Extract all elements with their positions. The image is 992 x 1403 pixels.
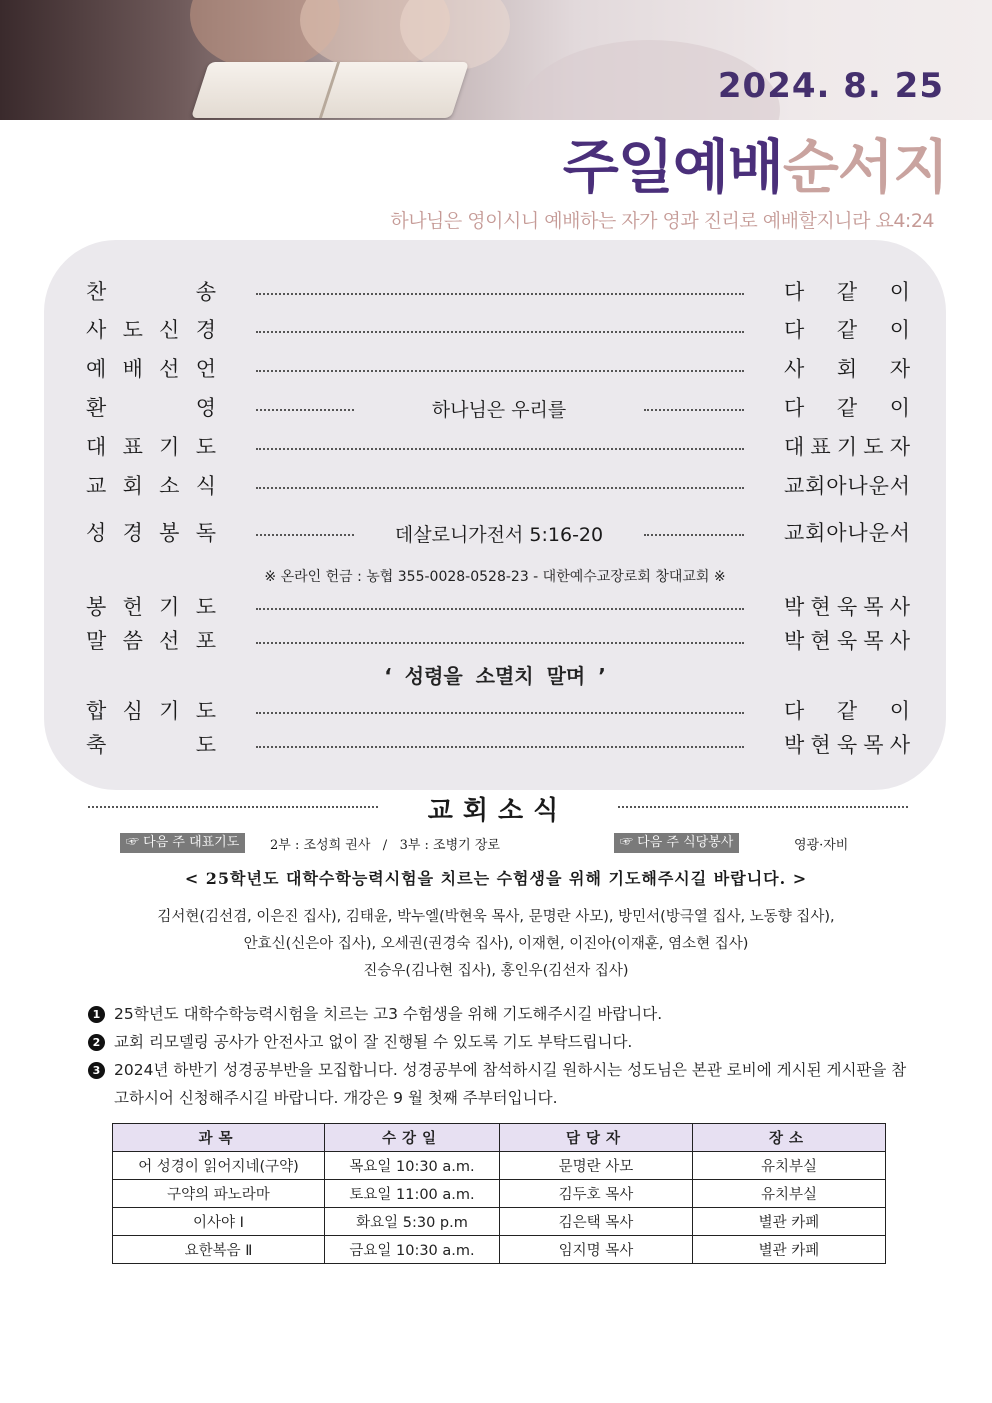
leader-char: 사 xyxy=(784,357,805,381)
title-part-worship: 주일예배 xyxy=(562,133,783,201)
table-cell: 구약의 파노라마 xyxy=(113,1180,325,1208)
label-char: 씀 xyxy=(122,629,143,653)
next-meal-text: 영광·자비 xyxy=(794,838,849,853)
label-char: 도 xyxy=(195,435,216,459)
number-badge-icon: 3 xyxy=(88,1062,105,1079)
service-date: 2024. 8. 25 xyxy=(717,66,944,106)
label-char: 도 xyxy=(195,595,216,619)
order-row xyxy=(44,591,946,625)
order-row xyxy=(44,353,946,387)
order-row xyxy=(44,695,946,729)
table-cell: 김두호 목사 xyxy=(500,1180,693,1208)
notice-list xyxy=(88,1000,908,1112)
next-week-duties xyxy=(120,833,880,855)
leader-char: 목 xyxy=(863,733,884,757)
label-char: 언 xyxy=(195,357,216,381)
order-item-leader xyxy=(784,517,910,547)
label-char: 식 xyxy=(195,474,216,498)
label-char: 사 xyxy=(86,318,107,342)
order-row xyxy=(44,314,946,348)
leader-char: 욱 xyxy=(836,595,858,619)
order-item-detail: 하나님은 우리를 xyxy=(431,399,567,421)
table-cell: 목요일 10:30 a.m. xyxy=(325,1152,500,1180)
table-cell: 임지명 목사 xyxy=(500,1236,693,1264)
order-item-leader xyxy=(784,314,910,344)
label-char: 회 xyxy=(122,474,143,498)
order-row xyxy=(44,431,946,465)
column-header: 장소 xyxy=(693,1124,886,1152)
leader-char: 같 xyxy=(836,699,858,723)
label-char: 도 xyxy=(195,733,216,757)
label-char: 심 xyxy=(122,699,143,723)
notice-text: 교회 리모델링 공사가 안전사고 없이 잘 진행될 수 있도록 기도 부탁드립니다. xyxy=(114,1033,633,1051)
sermon-title: ‘ 성령을 소멸치 말며 ’ xyxy=(384,664,606,688)
leader-char: 서 xyxy=(889,474,910,498)
leader-char: 다 xyxy=(784,318,805,342)
next-meal-tag: ☞ 다음 주 식당봉사 xyxy=(614,833,739,853)
order-item-leader xyxy=(784,625,910,655)
label-char: 독 xyxy=(195,521,216,545)
order-item-leader xyxy=(784,392,910,422)
table-cell: 이사야 Ⅰ xyxy=(113,1208,325,1236)
order-item-leader xyxy=(784,729,910,759)
order-item-label xyxy=(86,729,216,759)
label-char: 대 xyxy=(86,435,107,459)
order-row xyxy=(44,625,946,659)
order-item-leader xyxy=(784,431,910,461)
leader-char: 현 xyxy=(810,595,831,619)
label-char: 기 xyxy=(159,435,180,459)
leader-char: 박 xyxy=(784,629,805,653)
leader-char: 자 xyxy=(889,435,910,459)
order-item-leader xyxy=(784,695,910,725)
leader-char: 회 xyxy=(836,357,858,381)
church-news-title: 교회소식 xyxy=(427,796,569,826)
notice-item xyxy=(88,1000,908,1028)
leader-char: 사 xyxy=(889,733,910,757)
order-row xyxy=(44,517,946,551)
label-char: 신 xyxy=(159,318,180,342)
order-item-label xyxy=(86,695,216,725)
next-prayer-text: 2부 : 조성희 권사 / 3부 : 조병기 장로 xyxy=(270,838,500,853)
student-line: 진승우(김나현 집사), 홍인우(김선자 집사) xyxy=(363,963,629,979)
label-char: 축 xyxy=(86,733,107,757)
label-char: 기 xyxy=(159,699,180,723)
leader-char: 자 xyxy=(889,357,910,381)
notice-item xyxy=(88,1056,908,1112)
table-header-row xyxy=(113,1124,886,1152)
leader-char: 교 xyxy=(784,521,805,545)
scripture-verse: 하나님은 영이시니 예배하는 자가 영과 진리로 예배할지니라 요4:24 xyxy=(390,210,934,232)
leader-char: 대 xyxy=(784,435,805,459)
leader-char: 욱 xyxy=(836,733,858,757)
table-cell: 별관 카페 xyxy=(693,1236,886,1264)
next-prayer-tag: ☞ 다음 주 대표기도 xyxy=(120,833,245,853)
table-cell: 요한복음 Ⅱ xyxy=(113,1236,325,1264)
leader-char: 회 xyxy=(805,521,826,545)
order-item-label xyxy=(86,276,216,306)
leader-char: 이 xyxy=(889,280,910,304)
label-char: 포 xyxy=(195,629,216,653)
leader-char: 같 xyxy=(836,396,858,420)
label-char: 선 xyxy=(159,357,180,381)
label-char: 예 xyxy=(86,357,107,381)
page-title xyxy=(563,120,948,204)
exam-prayer-title: < 25학년도 대학수학능력시험을 치르는 수험생을 위해 기도해주시길 바랍니다. > xyxy=(184,869,808,888)
column-header: 담당자 xyxy=(500,1124,693,1152)
table-row xyxy=(113,1152,886,1180)
leader-char: 운 xyxy=(868,521,889,545)
order-item-leader xyxy=(784,276,910,306)
leader-char: 목 xyxy=(863,629,884,653)
leader-char: 표 xyxy=(810,435,831,459)
table-cell: 화요일 5:30 p.m xyxy=(325,1208,500,1236)
order-item-detail: 데살로니가전서 5:16-20 xyxy=(394,524,604,546)
leader-char: 같 xyxy=(836,280,858,304)
leader-char: 현 xyxy=(810,733,831,757)
leader-char: 운 xyxy=(868,474,889,498)
label-char: 영 xyxy=(195,396,216,420)
column-header: 수강일 xyxy=(325,1124,500,1152)
leader-char: 도 xyxy=(863,435,884,459)
order-of-service xyxy=(44,240,946,790)
leader-char: 이 xyxy=(889,396,910,420)
order-row xyxy=(44,276,946,310)
leader-char: 현 xyxy=(810,629,831,653)
label-char: 환 xyxy=(86,396,107,420)
title-part-order: 순서지 xyxy=(782,133,948,201)
order-item-label xyxy=(86,470,216,500)
leader-char: 다 xyxy=(784,280,805,304)
order-item-leader xyxy=(784,470,910,500)
leader-char: 박 xyxy=(784,733,805,757)
label-char: 경 xyxy=(195,318,216,342)
label-char: 선 xyxy=(159,629,180,653)
student-line: 안효신(신은아 집사), 오세권(권경숙 집사), 이재현, 이진아(이재훈, 염소현 집사) xyxy=(243,936,749,952)
order-item-label xyxy=(86,625,216,655)
table-row xyxy=(113,1208,886,1236)
leader-char: 사 xyxy=(889,629,910,653)
order-item-label xyxy=(86,517,216,547)
table-cell: 문명란 사모 xyxy=(500,1152,693,1180)
table-cell: 별관 카페 xyxy=(693,1208,886,1236)
leader-char: 나 xyxy=(847,474,868,498)
table-cell: 유치부실 xyxy=(693,1152,886,1180)
table-row xyxy=(113,1236,886,1264)
leader-char: 기 xyxy=(836,435,858,459)
order-row xyxy=(44,392,946,426)
leader-char: 나 xyxy=(847,521,868,545)
leader-char: 이 xyxy=(889,699,910,723)
label-char: 표 xyxy=(122,435,143,459)
order-item-label xyxy=(86,431,216,461)
label-char: 기 xyxy=(159,595,180,619)
label-char: 말 xyxy=(86,629,107,653)
leader-char: 다 xyxy=(784,396,805,420)
church-news-heading xyxy=(88,790,908,830)
leader-char: 욱 xyxy=(836,629,858,653)
leader-char: 목 xyxy=(863,595,884,619)
label-char: 도 xyxy=(195,699,216,723)
order-item-leader xyxy=(784,591,910,621)
label-char: 경 xyxy=(122,521,143,545)
label-char: 송 xyxy=(195,280,216,304)
label-char: 봉 xyxy=(159,521,180,545)
table-cell: 김은택 목사 xyxy=(500,1208,693,1236)
leader-char: 같 xyxy=(836,318,858,342)
label-char: 교 xyxy=(86,474,107,498)
leader-char: 사 xyxy=(889,595,910,619)
notice-text: 25학년도 대학수학능력시험을 치르는 고3 수험생을 위해 기도해주시길 바랍니다. xyxy=(114,1005,663,1023)
table-row xyxy=(113,1180,886,1208)
label-char: 봉 xyxy=(86,595,107,619)
column-header: 과목 xyxy=(113,1124,325,1152)
table-cell: 어 성경이 읽어지네(구약) xyxy=(113,1152,325,1180)
order-item-leader xyxy=(784,353,910,383)
notice-text: 2024년 하반기 성경공부반을 모집합니다. 성경공부에 참석하시길 원하시는 성도님은 본관 로비에 게시된 게시판을 참고하시어 신청해주시길 바랍니다. 개강은 9 월 첫째 주부터입니다. xyxy=(114,1061,907,1107)
leader-char: 교 xyxy=(784,474,805,498)
order-item-label xyxy=(86,392,216,422)
leader-char: 아 xyxy=(826,521,847,545)
bible-image xyxy=(191,62,469,118)
order-item-label xyxy=(86,591,216,621)
label-char: 헌 xyxy=(122,595,143,619)
leader-char: 회 xyxy=(805,474,826,498)
label-char: 배 xyxy=(122,357,143,381)
label-char: 소 xyxy=(159,474,180,498)
label-char: 합 xyxy=(86,699,107,723)
table-cell: 토요일 11:00 a.m. xyxy=(325,1180,500,1208)
label-char: 성 xyxy=(86,521,107,545)
table-cell: 금요일 10:30 a.m. xyxy=(325,1236,500,1264)
student-list xyxy=(0,904,992,985)
order-item-label xyxy=(86,314,216,344)
order-item-label xyxy=(86,353,216,383)
number-badge-icon: 2 xyxy=(88,1034,105,1051)
order-row xyxy=(44,470,946,504)
label-char: 도 xyxy=(122,318,143,342)
label-char: 찬 xyxy=(86,280,107,304)
bible-study-table xyxy=(112,1123,886,1264)
leader-char: 박 xyxy=(784,595,805,619)
leader-char: 이 xyxy=(889,318,910,342)
order-row xyxy=(44,729,946,763)
leader-char: 아 xyxy=(826,474,847,498)
leader-char: 다 xyxy=(784,699,805,723)
leader-char: 서 xyxy=(889,521,910,545)
number-badge-icon: 1 xyxy=(88,1006,105,1023)
table-cell: 유치부실 xyxy=(693,1180,886,1208)
online-offering-note: ※ 온라인 헌금 : 농협 355-0028-0528-23 - 대한예수교장로회 창대교회 ※ xyxy=(264,569,726,585)
notice-item xyxy=(88,1028,908,1056)
student-line: 김서현(김선겸, 이은진 집사), 김태윤, 박누엘(박현욱 목사, 문명란 사모), 방민서(방극열 집사, 노동향 집사), xyxy=(157,909,835,925)
